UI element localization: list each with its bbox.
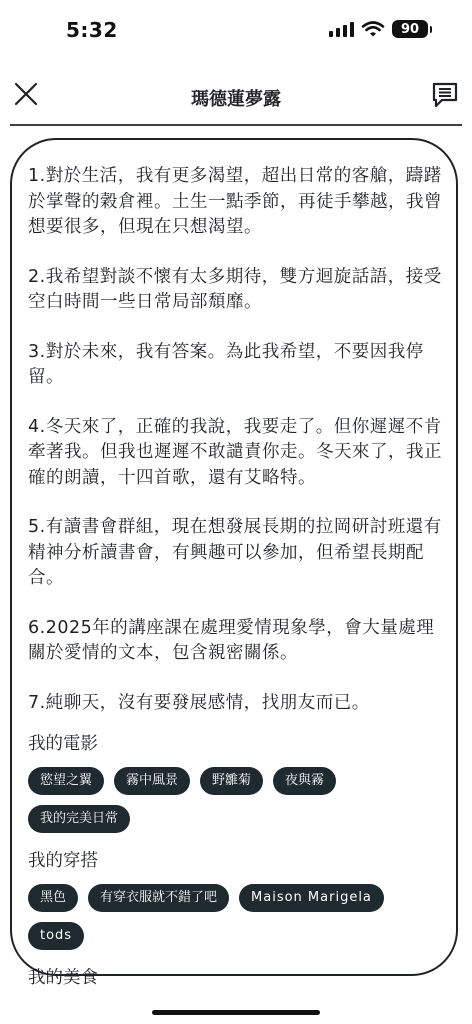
movie-chip[interactable]: 慾望之翼	[28, 767, 104, 795]
signal-icon	[329, 21, 354, 37]
status-icons	[329, 20, 432, 38]
chat-bubble-icon[interactable]	[430, 80, 460, 110]
movies-section-title: 我的電影	[28, 734, 98, 754]
movie-chip[interactable]: 霧中風景	[114, 767, 190, 795]
outfit-chip[interactable]: 黑色	[28, 884, 78, 912]
outfits-chips	[28, 884, 442, 950]
home-indicator[interactable]	[152, 1010, 320, 1015]
answer-6: 6.2025年的講座課在處理愛情現象學，會大量處理關於愛情的文本，包含親密關係。	[28, 617, 435, 663]
food-section-title: 我的美食	[28, 968, 98, 988]
header-divider	[10, 124, 462, 126]
status-time: 5:32	[66, 18, 118, 42]
movie-chip[interactable]: 野雛菊	[200, 767, 263, 795]
movie-chip[interactable]: 夜與霧	[273, 767, 336, 795]
answer-7: 7.純聊天，沒有要發展感情，找朋友而已。	[28, 692, 370, 713]
header	[0, 64, 472, 124]
answer-4: 4.冬天來了，正確的我說，我要走了。但你遲遲不肯牽著我。但我也遲遲不敢譴責你走。冬天來了，我正確的朗讀，十四首歌，還有艾略特。	[28, 416, 442, 488]
outfit-chip[interactable]: 有穿衣服就不錯了吧	[88, 884, 229, 912]
wifi-icon	[362, 21, 384, 37]
answer-5: 5.有讀書會群組，現在想發展長期的拉岡研討班還有精神分析讀書會，有興趣可以參加，但希望長期配合。	[28, 517, 442, 588]
movies-chips	[28, 767, 442, 833]
status-bar	[0, 0, 472, 64]
outfit-chip[interactable]: tods	[28, 922, 84, 950]
card-content	[28, 164, 442, 1001]
battery-level: 90	[400, 21, 420, 37]
answer-2: 2.我希望對談不懷有太多期待，雙方迴旋話語，接受空白時間一些日常局部頹靡。	[28, 266, 442, 312]
outfits-section-title: 我的穿搭	[28, 851, 98, 871]
battery-icon	[392, 20, 428, 38]
outfit-chip[interactable]: Maison Marigela	[239, 884, 384, 912]
answer-1: 1.對於生活，我有更多渴望，超出日常的客艙，躊躇於掌聲的穀倉裡。土生一點季節，再徒手攀越，我曾想要很多，但現在只想渴望。	[28, 166, 442, 237]
movie-chip[interactable]: 我的完美日常	[28, 805, 130, 833]
answer-3: 3.對於未來，我有答案。為此我希望，不要因我停留。	[28, 341, 424, 387]
page-title: 瑪德蓮夢露	[191, 89, 281, 110]
battery-nub	[430, 26, 432, 33]
profile-card[interactable]	[10, 138, 458, 988]
